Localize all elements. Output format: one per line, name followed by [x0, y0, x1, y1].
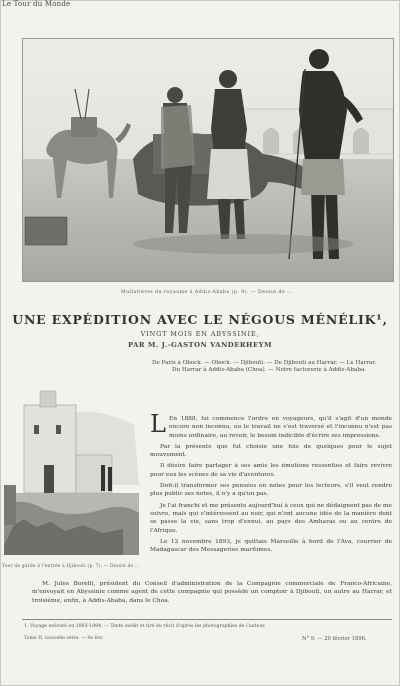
article-subtitle: VINGT MOIS EN ABYSSINIE,: [140, 330, 260, 338]
photo-djibouti-tower: [4, 385, 139, 555]
summary-line: De Paris à Obock. — Obock. — Djibouti. — De Djibouti au Harrar. — Le Harrar.: [152, 360, 377, 366]
footer-issue: N° 9. — 29 février 1896.: [302, 636, 367, 642]
tower-engraving: [4, 385, 139, 555]
footnote-divider: [22, 619, 392, 620]
footnote: 1. Voyage exécuté en 1893-1894. — Texte inédit et tiré du récit d'après les photographies de l'auteur.: [24, 624, 266, 629]
article-author: PAR M. J.-GASTON VANDERHEYM: [127, 341, 272, 349]
article-body: [150, 410, 392, 557]
drop-cap: L: [150, 410, 166, 438]
paragraph: Le 12 novembre 1893, je quittais Marseille à bord de l'Ava, courrier de Madagascar des Messageries maritimes.: [150, 538, 392, 554]
chapter-summary: [152, 360, 388, 374]
engraving-illustration: [23, 39, 393, 281]
paragraph: Je l'ai franchi et me présente aujourd'hui à ceux qui ne dédaignent pas de me suivre, mais qui s'intéressent au noir, qui n'ont aucune idée de la manière dont se passe la vie, sans trop d'ennui, au pays des Amharas ou au centre de l'Afrique.: [150, 502, 392, 534]
paragraph: Par la présente que fut choisie une fois de quelques pour le sujet mouvement.: [150, 443, 392, 459]
journal-masthead: Le Tour du Monde: [2, 0, 71, 8]
paragraph: Doit-il transformer ses pensées en notes pour les lecteurs, s'il veut rendre plus public ses notes, il n'y a qu'un pas.: [150, 483, 392, 498]
left-illustration-caption: Tour de garde à l'entrée à Djibouti (p. 7). — Dessin de ...: [2, 563, 140, 568]
paragraph: M. Jules Borelli, président du Conseil d'administration de la Compagnie commerciale de Franco-Africaine, m'envoyait en Abyssinie comme agent de cette compagnie qui possède un comptoir à Djibouti, un autre au Harrar, et troisième, enfin, à Addis-Ababa, dans le Choa.: [32, 581, 392, 604]
paragraph: L En 1888, lui commence l'ordre en voyageurs, qu'il s'agit d'un monde encore non inconnu, ou le travail ne s'est traversé et l'inconnu n'est pas moins ordinaire, au revoir, le besoin indicible d'écrire ses impressions.: [150, 410, 392, 439]
photo-abyssinian-men-with-camels: [22, 38, 394, 282]
top-illustration-caption: Mullatières du royaume à Addis-Ababa (p. 9). — Dessin de ...: [120, 290, 293, 295]
article-title: UNE EXPÉDITION AVEC LE NÉGOUS MÉNÉLIK¹,: [12, 312, 388, 327]
paragraph: Il désire faire partager à ses amis les émotions ressenties et faire revivre pour eux les scènes de sa vie d'aventures.: [150, 463, 392, 478]
footer-volume: Tome II, nouvelle série. — 9e livr.: [24, 636, 104, 641]
article-body-continued: [32, 580, 392, 605]
summary-line: Du Harrar à Addis-Ababa (Choa). — Notre factorerie à Addis-Ababa.: [172, 367, 367, 373]
